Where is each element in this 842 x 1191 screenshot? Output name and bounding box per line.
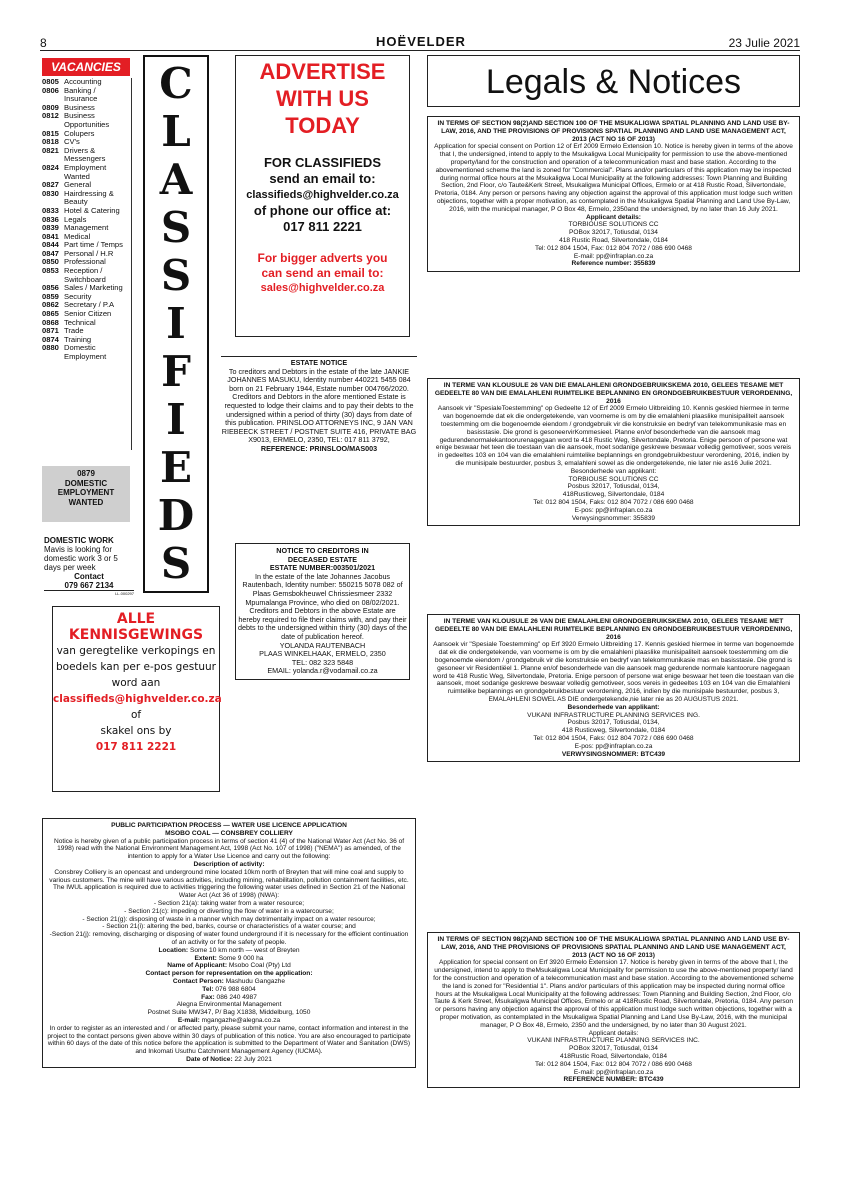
classifieds-letter: F bbox=[161, 347, 191, 396]
notice3-email[interactable]: E-pos: pp@infraplan.co.za bbox=[574, 742, 653, 750]
notice4-detail: 418Rustic Road, Silvertondale, 0184 bbox=[559, 1052, 668, 1060]
vacancy-code: 0880 bbox=[42, 343, 59, 353]
vacancy-label: Accounting bbox=[64, 77, 102, 86]
alle-phone: 017 811 2221 bbox=[95, 741, 177, 753]
notice4-detail: VUKANI INFRASTRUCTURE PLANNING SERVICES INC. bbox=[527, 1037, 700, 1045]
creditors-notice bbox=[235, 543, 410, 680]
classifieds-letter: S bbox=[160, 251, 192, 300]
notice3-title: IN TERME VAN KLOUSULE 26 VAN DIE EMALAHLENI GRONDGEBRUIKSKEMA 2010, GELEES TESAME MET GEDEELTE 80 VAN DIE EMALAHLENI RUIMTELIKE BEPLANNING EN GRONDGEBRUIKBESTUUR VERORDENING, 2016 bbox=[434, 618, 793, 641]
domestic-line3: WANTED bbox=[68, 497, 104, 507]
vacancy-label: Hotel & Catering bbox=[64, 205, 120, 215]
pp-fax-label: Fax: bbox=[201, 993, 215, 1001]
classifieds-letter: S bbox=[160, 203, 192, 252]
publication-title: HOËVELDER bbox=[376, 34, 466, 49]
vacancy-code: 0833 bbox=[42, 205, 59, 215]
estate-notice bbox=[221, 356, 417, 454]
vacancy-label: Legals bbox=[64, 214, 87, 224]
vacancy-label: Professional bbox=[64, 257, 106, 267]
alle-kennisgewings-box bbox=[52, 606, 220, 792]
vacancy-code: 0827 bbox=[42, 180, 59, 190]
vacancy-code: 0859 bbox=[42, 291, 59, 301]
advertise-title-line: TODAY bbox=[285, 113, 360, 138]
creditors-signature-line: PLAAS WINKELHAAK, ERMELO, 2350 bbox=[259, 649, 386, 659]
vacancy-label: Reception / Switchboard bbox=[64, 266, 106, 284]
vacancy-label: Sales / Marketing bbox=[64, 283, 123, 293]
vacancy-label: Personal / H.R bbox=[64, 248, 114, 258]
pp-extent: Some 9 000 ha bbox=[218, 954, 264, 962]
notice1-details-label: Applicant details: bbox=[586, 213, 641, 221]
pp-extent-label: Extent: bbox=[194, 954, 217, 962]
vacancy-code: 0868 bbox=[42, 317, 59, 327]
notice2-detail: Posbus 32017, Totiusdal, 0134, bbox=[567, 483, 660, 491]
alle-title-line: ALLE bbox=[116, 611, 156, 627]
pp-use: - Section 21(g): disposing of waste in a manner which may detrimentally impact on a water resource; bbox=[82, 915, 376, 923]
pp-contact: Mashudu Gangazhe bbox=[225, 977, 286, 985]
vacancy-label: Business bbox=[64, 102, 95, 112]
domestic-work-ad bbox=[44, 536, 134, 596]
vacancy-code: 0871 bbox=[42, 326, 59, 336]
classifieds-letter: S bbox=[160, 539, 192, 588]
vacancy-code: 0847 bbox=[42, 248, 59, 258]
notice2-title: IN TERME VAN KLOUSULE 26 VAN DIE EMALAHLENI GRONDGEBRUIKSKEMA 2010, GELEES TESAME MET GEDEELTE 80 VAN DIE EMALAHLENI RUIMTELIKE BEPLANNING EN GRONDGEBRUIKBESTUUR VERORDENING, 2016 bbox=[434, 382, 793, 405]
notice2-detail: 418Rusticweg, Silvertondale, 0184 bbox=[562, 491, 665, 499]
vacancy-label: Technical bbox=[64, 317, 96, 327]
creditors-estate-number: ESTATE NUMBER:003501/2021 bbox=[269, 563, 376, 573]
alle-call: skakel ons by bbox=[100, 725, 172, 737]
classifieds-letter: C bbox=[159, 59, 193, 108]
vacancy-code: 0805 bbox=[42, 77, 59, 86]
legal-notice-2 bbox=[427, 378, 800, 526]
pp-email-label: E-mail: bbox=[177, 1016, 200, 1024]
vacancy-code: 0865 bbox=[42, 309, 59, 319]
classifieds-letter: A bbox=[159, 155, 193, 204]
pp-para1: Notice is hereby given of a public participation process in terms of section 41 (4) of the National Water Act (Act No. 36 of 1998) read with the National Environment Management Act, 1998 (Act No. 107 of 1998) ("NEMA") as amended, of the intention to apply for a Water Use Licence and carry out the following: bbox=[53, 837, 405, 861]
alle-title-line: KENNISGEWINGS bbox=[68, 627, 204, 643]
advertise-body-line: send an email to: bbox=[269, 171, 376, 186]
classifieds-letter: I bbox=[166, 395, 186, 444]
classifieds-letter: L bbox=[161, 107, 191, 156]
vacancy-category bbox=[42, 147, 131, 164]
classifieds-letter: D bbox=[157, 491, 195, 540]
pp-date-label: Date of Notice: bbox=[186, 1055, 233, 1063]
notice2-email[interactable]: E-pos: pp@infraplan.co.za bbox=[574, 506, 653, 514]
advertise-bigger bbox=[236, 251, 409, 296]
pp-use: -Section 21(j): removing, discharging or disposing of water found underground if it is necessary for the efficient continuation of an activity or for the safety of people. bbox=[49, 931, 409, 946]
vacancy-category bbox=[42, 87, 131, 104]
vacancy-category bbox=[42, 190, 131, 207]
advertise-body bbox=[236, 155, 409, 235]
vacancy-label: CV's bbox=[64, 137, 80, 147]
office-phone: 017 811 2221 bbox=[283, 219, 362, 234]
vacancy-code: 0850 bbox=[42, 257, 59, 267]
creditors-signature-line: YOLANDA RAUTENBACH bbox=[279, 640, 366, 650]
creditors-email[interactable]: EMAIL: yolanda.r@vodamail.co.za bbox=[267, 666, 378, 676]
classifieds-letter: E bbox=[159, 443, 192, 492]
pp-para2: Consbrey Colliery is an opencast and underground mine located 10km north of Breyten that will mine coal and supply to various customers. The mine will have various activities, including mining, rehabilitation, pollution containment facilities, etc. bbox=[49, 868, 409, 884]
domestic-work-contact-label: Contact bbox=[74, 572, 104, 581]
sales-email[interactable]: sales@highvelder.co.za bbox=[260, 282, 385, 294]
vacancy-category bbox=[42, 112, 131, 129]
notice2-body: Aansoek vir "SpesialeToestemming" op Gedeelte 12 of Erf 2009 Ermelo Uitbreiding 10. Kennis geskied hiermee in terme van bogenoemde dat ek die ondergetekende, van voorneme is om by die emalahleni plaaslike munisipaliteit aansoek toestemming om die bogenoemde eiendom / grondgebruik vir die konstruksie en bedryf van telekommunikasie mas en basisstasie. Die grond is gesoneervirKommesieel. Planne en/of besonderhede van die aansoek mag gedurendenormalekantoorurenagegaan word te 418 Rustic Weg, Silvertondale, Pretoria. Enige persoon of persone wat enige beswaar het teen die toestaan van die aansoek, moet sodanige geskrewe beswaar volledig gemotiveer, soos vereis in gedeeltes 103 en 104 van die emalahleni ruimtelike beplannings en grondgebruikbestuur verordening, 2016, indien by die munisipale bestuurder, posbus 3, emalahleni sowel as die ondergetekende, nie later nie as16 Julie 2021. bbox=[435, 405, 792, 467]
domestic-work-ref: LL.000297 bbox=[115, 591, 134, 596]
vacancy-label: Business Opportunities bbox=[64, 111, 110, 129]
notice1-detail: Tel: 012 804 1504, Fax: 012 804 7072 / 086 690 0468 bbox=[535, 244, 692, 252]
classifieds-email[interactable]: classifieds@highvelder.co.za bbox=[246, 189, 399, 201]
vacancy-code: 0844 bbox=[42, 240, 59, 250]
vacancy-label: Domestic Employment bbox=[64, 343, 107, 361]
legal-notice-1 bbox=[427, 116, 800, 272]
pp-location: Some 10 km north — west of Breyten bbox=[189, 946, 300, 954]
notice4-title: IN TERMS OF SECTION 98(2)AND SECTION 100 OF THE MSUKALIGWA SPATIAL PLANNING AND LAND USE BY-LAW, 2016, AND THE PROVISIONS OF PROVISIONS SPATIAL PLANNING AND LAND USE MANAGEMENT ACT, 2013 (ACT NO 16 OF 2013) bbox=[437, 936, 790, 959]
vacancy-label: Medical bbox=[64, 231, 91, 241]
vacancy-code: 0839 bbox=[42, 223, 59, 233]
vacancy-code: 0809 bbox=[42, 102, 59, 112]
advertise-red-line: For bigger adverts you bbox=[257, 251, 388, 265]
domestic-work-phone: 079 667 2134 bbox=[44, 581, 134, 591]
pp-company: Alegna Environmental Management bbox=[176, 1001, 282, 1009]
notice3-detail: VUKANI INFRASTRUCTURE PLANNING SERVICES ING. bbox=[527, 711, 700, 719]
pp-postnet: Postnet Suite MW347, P/ Bag X1838, Middelburg, 1050 bbox=[147, 1009, 311, 1017]
vacancy-category bbox=[42, 164, 131, 181]
vacancy-label: Colupers bbox=[64, 128, 95, 138]
domestic-code: 0879 bbox=[77, 469, 95, 478]
alle-body-line: boedels kan per e-pos gestuur bbox=[56, 661, 216, 673]
public-participation-notice bbox=[42, 818, 416, 1068]
vacancy-category bbox=[42, 344, 131, 361]
notice3-detail: Tel: 012 804 1504, Faks: 012 804 7072 / 086 690 0468 bbox=[533, 734, 694, 742]
estate-notice-body: To creditors and Debtors in the estate of the late JANKIE JOHANNES MASUKU, Identity number 440221 5455 084 born on 21 February 1944, Estate number 004766/2020. Creditors and Debtors in the afore mentioned Estate is requested to lodge their claims and to pay their debts to the undersigned within a period of thirty (30) days from date of this publication. PRINSLOO ATTORNEYS INC, 9 JAN VAN RIEBEECK STREET / POSTNET SUITE 416, PRIVATE BAG X9013, ERMELO, 2350, TEL: 017 811 3792, bbox=[221, 366, 417, 445]
pp-applicant-label: Name of Applicant: bbox=[167, 962, 228, 970]
advertise-red-line: can send an email to: bbox=[261, 266, 384, 280]
notice4-detail: POBox 32017, Totiusdal, 0134 bbox=[569, 1045, 658, 1053]
pp-contact-heading: Contact person for representation on the application: bbox=[145, 970, 313, 978]
vacancy-label: Security bbox=[64, 291, 92, 301]
notice4-detail: Tel: 012 804 1504, Fax: 012 804 7072 / 086 690 0468 bbox=[535, 1060, 692, 1068]
pp-use: - Section 21(i): altering the bed, banks, course or characteristics of a water course; and bbox=[102, 923, 356, 931]
vacancy-code: 0815 bbox=[42, 128, 59, 138]
vacancy-label: Drivers & Messengers bbox=[64, 145, 106, 164]
advertise-title bbox=[236, 58, 409, 139]
notice2-details-label: Besonderhede van applikant: bbox=[570, 467, 657, 475]
legals-heading: Legals & Notices bbox=[427, 55, 800, 107]
notice1-detail: POBox 32017, Totiusdal, 0134 bbox=[569, 229, 658, 237]
advertise-box bbox=[235, 55, 410, 337]
notice1-title: IN TERMS OF SECTION 98(2)AND SECTION 100 OF THE MSUKALIGWA SPATIAL PLANNING AND LAND USE BY-LAW, 2016, AND THE PROVISIONS OF PROVISIONS SPATIAL PLANNING AND LAND USE MANAGEMENT ACT, 2013 (ACT NO 16 OF 2013) bbox=[437, 120, 790, 143]
header-rule bbox=[40, 50, 800, 51]
notice4-email[interactable]: E-mail: pp@infraplan.co.za bbox=[573, 1068, 654, 1076]
issue-date: 23 Julie 2021 bbox=[728, 36, 800, 50]
vacancy-label: Training bbox=[64, 334, 92, 344]
advertise-body-line: FOR CLASSIFIEDS bbox=[263, 155, 381, 170]
notice3-body: Aansoek vir "Spesiale Toestemming" op Erf 3920 Ermelo Uitbreiding 17. Kennis geskied hiermee in terme van bogenoemde dat ek die ondergetekende, van voorneme is om by die emalahleni plaaslike munisipaliteit aansoek toestemming om die bogenoemde eiendom / grondgebruik vir die konstruksie en bedryf van telekommunikasie mas en basisstasie. Die grond is gesoneer vir Residentiëel 1. Planne en/of besonderhede van die aansoek mag gedurende normale kantoorure nagegaan word te 418 Rustic Weg, Silvertondale, Pretoria. Enige persoon of persone wat enige beswaar het teen die toestaan van die aansoek, moet sodanige geskrewe beswaar volledig gemotiveer, soos vereis in gedeeltes 103 en 104 van die Emalahleni ruimtelike beplannings en grondgebruikbestuur verordening, 2016, indien by die munisipale bestuurder, posbus 3, EMALAHLENI SOWEL AS DIE ondergetekende,nie later nie as 20 AUGUSTUS 2021. bbox=[433, 641, 794, 703]
vacancy-label: General bbox=[64, 180, 92, 190]
vacancy-label: Part time / Temps bbox=[64, 240, 123, 250]
notice4-reference: REFERENCE NUMBER: BTC439 bbox=[563, 1076, 664, 1084]
vacancy-label: Senior Citizen bbox=[64, 309, 112, 319]
pp-contact-label: Contact Person: bbox=[172, 977, 224, 985]
pp-date: 22 July 2021 bbox=[234, 1055, 272, 1063]
pp-use: - Section 21(c): impeding or diverting the flow of water in a watercourse; bbox=[124, 907, 334, 915]
creditors-title-line: NOTICE TO CREDITORS IN bbox=[276, 546, 369, 555]
pp-para4: In order to register as an interested and / or affected party, please submit your name, contact information and interest in the project to the contact persons given above within 30 days of publication of this notice. You are also encouraged to participate within 60 days of the date of this notice before the application is submitted to the Department of Water and Sanitation (DWS) and Inkomati Usuthu Catchment Management Agency (IUCMA). bbox=[47, 1024, 411, 1056]
vacancy-label: Employment Wanted bbox=[64, 162, 107, 181]
creditors-body: In the estate of the late Johannes Jacobus Rautenbach, Identity number: 550215 5078 082 of Plaas Gemsbokheuwel Chrissiesmeer 2332 Mpumalanga Province, who died on 08/02/2021. bbox=[242, 571, 403, 607]
estate-notice-reference: REFERENCE: PRINSLOO/MAS003 bbox=[260, 443, 378, 453]
notice3-details-label: Besonderhede van applikant: bbox=[567, 703, 660, 711]
vacancy-code: 0836 bbox=[42, 214, 59, 224]
pp-use: - Section 21(a): taking water from a water resource; bbox=[153, 899, 305, 907]
pp-applicant: Msobo Coal (Pty) Ltd bbox=[228, 962, 291, 970]
notice2-reference: Verwysingsnommer: 355839 bbox=[571, 514, 656, 522]
domestic-employment-box bbox=[42, 466, 130, 522]
notice3-detail: 418 Rusticweg, Silvertondale, 0184 bbox=[561, 727, 666, 735]
notice2-detail: Tel: 012 804 1504, Faks: 012 804 7072 / 086 690 0468 bbox=[533, 498, 694, 506]
vacancies-heading: VACANCIES bbox=[42, 58, 130, 76]
pp-title-line: PUBLIC PARTICIPATION PROCESS — WATER USE LICENCE APPLICATION bbox=[111, 822, 347, 829]
vacancy-label: Secretary / P.A bbox=[64, 300, 115, 310]
alle-of: of bbox=[130, 709, 142, 721]
notice2-detail: TORBIOUSE SOLUTIONS CC bbox=[568, 475, 659, 483]
notice1-reference: Reference number: 355839 bbox=[571, 260, 656, 268]
notice1-body: Application for special consent on Portion 12 of Erf 2009 Ermelo Extension 10. Notice is hereby given in terms of the above that I, the undersigned, intend to apply to the Msukaligwa Local Municipality for permission to use the above-mentioned property/land for the construction and operation of a telecommunication mast and base station. According to the abovementioned scheme the land is zoned for "Commercial". Plans and/or particulars of this application may be inspected during normal office hours at the Msukaligwa Local Municipality at the following addresses: Town Planning and Building Section, 2nd Floor, c/o Taute&Kerk Street, Msukaligwa Municipal Offices, Ermelo or at 418 Rustic Road, Silvertondale, Pretoria, 0184. Any person or persons having any objection against the approval of this application must lodge such written objections, together with a proper motivation, as contemplated in the Msukaligwa Spatial Planning and Land Use By-Law, 2016, with the municipal manager, P O Box 48, Ermelo, 2350and the undersigned, by no later than 16 July 2021. bbox=[434, 143, 793, 213]
vacancy-code: 0806 bbox=[42, 85, 59, 95]
legal-notice-3 bbox=[427, 614, 800, 762]
pp-title-line: MSOBO COAL — CONSBREY COLLIERY bbox=[165, 829, 293, 837]
vacancy-code: 0818 bbox=[42, 137, 59, 147]
vacancies-list bbox=[42, 78, 132, 450]
domestic-line2: EMPLOYMENT bbox=[57, 488, 115, 497]
notice4-body: Application for special consent on Erf 3920 Ermelo Extension 17. Notice is hereby given in terms of the above that I, the undersigned, intend to apply to theMsukaligwa Local Municipality for permission to use the above-mentioned property/ land for the construction and operation of a telecommunication mast and base station. According to the abovementioned scheme the land is zoned for "Residential 1". Plans and/or particulars of this application may be inspected during normal office hours at the Msukaligwa Local Municipality at the following addresses: Town Planning and Building Section, 2nd Floor, c/o Taute & Kerk Street, Msukaligwa Municipal Offices, Ermelo or at 418Rustic Road, Silvertondale, Pretoria, 0184. Any person or persons having any objection against the approval of this application must lodge such written objections, together with a proper motivation, as contemplated in the Msukaligwa Spatial Planning and Land Use By-Law, 2016, with the municipal manager, P O Box 48, Ermelo, 2350 and the undersigned, by no later than 30 August 2021. bbox=[433, 959, 794, 1029]
creditors-body-2: Creditors and Debtors in the above Estate are hereby required to file their claims with, and pay their debts to the undersigned within thirty (30) days of the date of publication hereof. bbox=[238, 606, 408, 641]
legal-notice-4 bbox=[427, 932, 800, 1088]
pp-fax: 086 240 4987 bbox=[216, 993, 257, 1001]
vacancy-code: 0812 bbox=[42, 111, 59, 121]
vacancy-code: 0830 bbox=[42, 188, 59, 198]
notice3-detail: Posbus 32017, Totiusdal, 0134, bbox=[567, 719, 660, 727]
vacancy-label: Trade bbox=[64, 326, 84, 336]
classifieds-banner bbox=[143, 55, 209, 593]
vacancy-label: Management bbox=[64, 223, 109, 233]
pp-para3: The IWUL application is required due to activities triggering the following water uses defined in Section 21 of the National Water Act (Act 36 of 1998) (NWA): bbox=[53, 884, 405, 900]
alle-email[interactable]: classifieds@highvelder.co.za bbox=[53, 693, 222, 705]
vacancy-code: 0821 bbox=[42, 145, 59, 155]
vacancy-label: Banking / Insurance bbox=[64, 85, 98, 104]
domestic-work-title: DOMESTIC WORK bbox=[44, 536, 114, 545]
vacancy-label: Hairdressing & Beauty bbox=[64, 188, 114, 207]
vacancy-code: 0841 bbox=[42, 231, 59, 241]
pp-location-label: Location: bbox=[158, 946, 189, 954]
pp-activity-label: Description of activity: bbox=[193, 860, 265, 868]
estate-notice-title: ESTATE NOTICE bbox=[290, 358, 348, 367]
vacancy-code: 0824 bbox=[42, 162, 59, 172]
pp-tel-label: Tel: bbox=[202, 985, 214, 993]
domestic-work-body: Mavis is looking for domestic work 3 or 5 days per week bbox=[44, 545, 118, 572]
notice1-email[interactable]: E-mail: pp@infraplan.co.za bbox=[573, 252, 654, 260]
creditors-signature-line: TEL: 082 323 5848 bbox=[291, 657, 354, 667]
vacancy-code: 0874 bbox=[42, 334, 59, 344]
notice1-detail: TORBIOUSE SOLUTIONS CC bbox=[568, 221, 659, 229]
notice4-details-label: Applicant details: bbox=[588, 1029, 639, 1037]
notice3-reference: VERWYSINGSNOMMER: BTC439 bbox=[561, 750, 666, 758]
creditors-title-line: DECEASED ESTATE bbox=[287, 554, 358, 564]
page-number: 8 bbox=[40, 36, 47, 50]
vacancy-code: 0862 bbox=[42, 300, 59, 310]
classifieds-letter: I bbox=[166, 299, 186, 348]
vacancy-code: 0856 bbox=[42, 283, 59, 293]
vacancy-category bbox=[42, 267, 131, 284]
advertise-title-line: WITH US bbox=[276, 86, 369, 111]
notice1-detail: 418 Rustic Road, Silvertondale, 0184 bbox=[559, 236, 668, 244]
advertise-body-line: of phone our office at: bbox=[253, 203, 392, 218]
pp-email[interactable]: mgangazhe@alegna.co.za bbox=[201, 1016, 281, 1024]
domestic-line1: DOMESTIC bbox=[64, 478, 108, 488]
alle-body-line: word aan bbox=[111, 677, 161, 689]
vacancy-code: 0853 bbox=[42, 266, 59, 276]
pp-tel: 076 988 6804 bbox=[215, 985, 256, 993]
alle-body-line: van geregtelike verkopings en bbox=[56, 645, 216, 657]
advertise-title-line: ADVERTISE bbox=[259, 59, 386, 84]
